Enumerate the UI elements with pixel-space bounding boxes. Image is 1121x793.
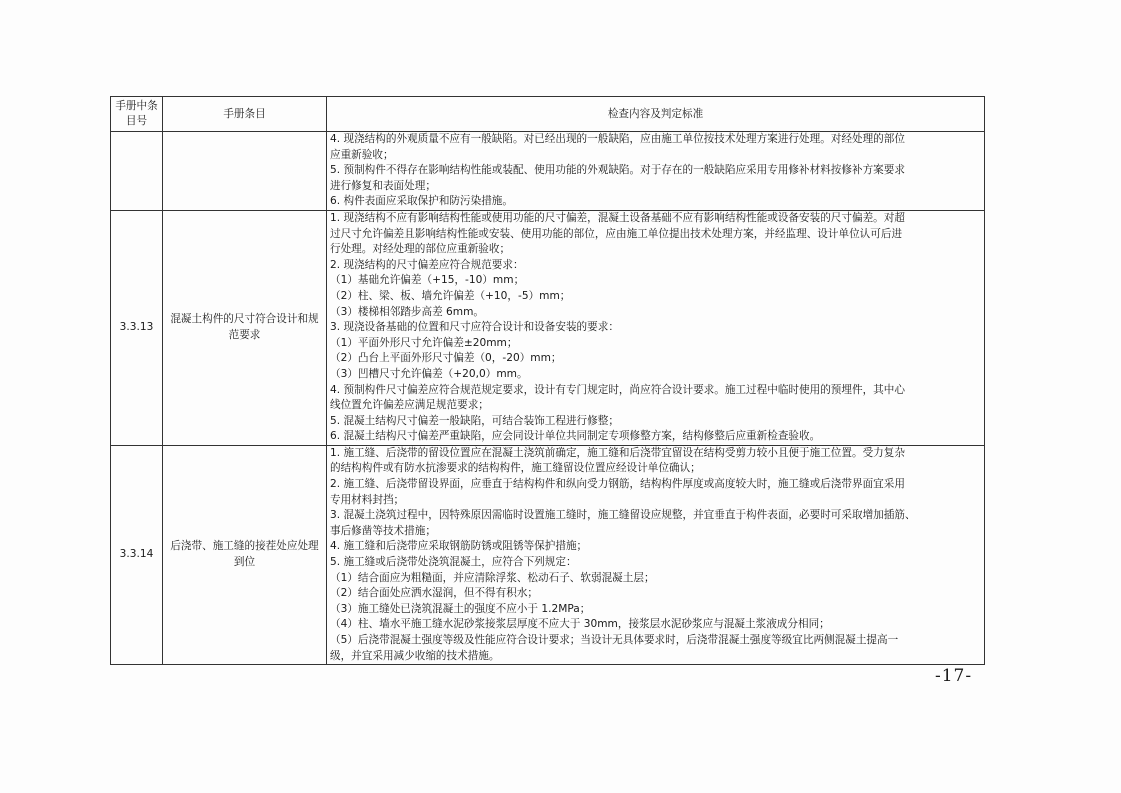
content-line: 线位置允许偏差应满足规范要求；	[330, 399, 489, 412]
item-title-cell: 混凝土构件的尺寸符合设计和规范要求	[163, 210, 327, 445]
inspection-standards-table	[110, 96, 985, 665]
content-line: 5. 混凝土结构尺寸偏差一般缺陷，可结合装饰工程进行修整；	[330, 414, 619, 427]
table-header-row	[111, 97, 985, 132]
item-number-cell: 3.3.13	[111, 210, 163, 445]
table-row	[111, 132, 985, 211]
content-line: 的结构构件或有防水抗渗要求的结构构件，施工缝留设位置应经设计单位确认；	[330, 462, 701, 475]
content-line: 1. 现浇结构不应有影响结构性能或使用功能的尺寸偏差，混凝土设备基础不应有影响结构性能或设备安装的尺寸偏差。对超	[330, 211, 905, 224]
content-line: 6. 混凝土结构尺寸偏差严重缺陷，应会同设计单位共同制定专项修整方案，结构修整后应重新检查验收。	[330, 430, 821, 443]
content-line: （3）凹槽尺寸允许偏差（+20,0）mm。	[330, 367, 528, 380]
table-body	[111, 132, 985, 665]
content-line: （2）柱、梁、板、墙允许偏差（+10，-5）mm；	[330, 289, 571, 302]
content-line: 3. 现浇设备基础的位置和尺寸应符合设计和设备安装的要求：	[330, 321, 619, 334]
content-line: （1）平面外形尺寸允许偏差±20mm；	[330, 336, 518, 349]
content-line: 应重新验收；	[330, 148, 394, 161]
content-line: 2. 现浇结构的尺寸偏差应符合规范要求：	[330, 258, 524, 271]
inspection-content-cell	[327, 445, 985, 664]
header-inspection-content: 检查内容及判定标准	[327, 97, 985, 132]
content-line: 过尺寸允许偏差且影响结构性能或安装、使用功能的部位，应由施工单位提出技术处理方案，并经监理、设计单位认可后进	[330, 227, 903, 240]
content-line: 3. 混凝土浇筑过程中，因特殊原因需临时设置施工缝时，施工缝留设应规整，并宜垂直于构件表面，必要时可采取增加插筋、	[330, 509, 916, 522]
content-line: 专用材料封挡；	[330, 493, 405, 506]
table-row	[111, 445, 985, 664]
content-line: 1. 施工缝、后浇带的留设位置应在混凝土浇筑前确定，施工缝和后浇带宜留设在结构受剪力较小且便于施工位置。受力复杂	[330, 446, 905, 459]
content-line: 进行修复和表面处理；	[330, 179, 436, 192]
content-line: 事后修凿等技术措施；	[330, 524, 436, 537]
content-line: （5）后浇带混凝土强度等级及性能应符合设计要求；当设计无具体要求时，后浇带混凝土强度等级宜比两侧混凝土提高一	[330, 634, 899, 646]
content-line: （2）结合面处应洒水湿润，但不得有积水；	[330, 587, 539, 600]
item-number-cell	[111, 132, 163, 211]
header-item-title: 手册条目	[163, 97, 327, 132]
content-line: 4. 预制构件尺寸偏差应符合规范规定要求，设计有专门规定时，尚应符合设计要求。施工过程中临时使用的预埋件，其中心	[330, 383, 905, 396]
content-line: 5. 预制构件不得存在影响结构性能或装配、使用功能的外观缺陷。对于存在的一般缺陷应采用专用修补材料按修补方案要求	[330, 164, 905, 177]
content-line: （4）柱、墙水平施工缝水泥砂浆接浆层厚度不应大于 30mm，接浆层水泥砂浆应与混凝土浆液成分相同；	[330, 618, 830, 631]
table-row	[111, 210, 985, 445]
content-line: （1）结合面应为粗糙面，并应清除浮浆、松动石子、软弱混凝土层；	[330, 571, 655, 584]
content-line: （2）凸台上平面外形尺寸偏差（0，-20）mm；	[330, 352, 562, 365]
content-line: 4. 施工缝和后浇带应采取钢筋防锈或阻锈等保护措施；	[330, 540, 588, 553]
content-line: （3）楼梯相邻踏步高差 6mm。	[330, 305, 485, 318]
content-line: 5. 施工缝或后浇带处浇筑混凝土，应符合下列规定：	[330, 556, 577, 569]
item-title-cell: 后浇带、施工缝的接茬处应处理到位	[163, 445, 327, 664]
content-line: 4. 现浇结构的外观质量不应有一般缺陷。对已经出现的一般缺陷，应由施工单位按技术处理方案进行处理。对经处理的部位	[330, 133, 905, 145]
content-line: 级，并宜采用减少收缩的技术措施。	[330, 649, 500, 662]
header-item-number: 手册中条目号	[111, 97, 163, 132]
inspection-content-cell	[327, 132, 985, 211]
page-number: -17-	[935, 666, 973, 686]
inspection-content-cell	[327, 210, 985, 445]
content-line: 2. 施工缝、后浇带留设界面，应垂直于结构构件和纵向受力钢筋，结构构件厚度或高度较大时，施工缝或后浇带界面宜采用	[330, 478, 905, 491]
item-number-cell: 3.3.14	[111, 445, 163, 664]
content-line: 行处理。对经处理的部位应重新验收；	[330, 243, 511, 256]
item-title-cell	[163, 132, 327, 211]
content-line: 6. 构件表面应采取保护和防污染措施。	[330, 195, 513, 208]
content-line: （3）施工缝处已浇筑混凝土的强度不应小于 1.2MPa；	[330, 602, 591, 615]
content-line: （1）基础允许偏差（+15，-10）mm；	[330, 274, 525, 287]
